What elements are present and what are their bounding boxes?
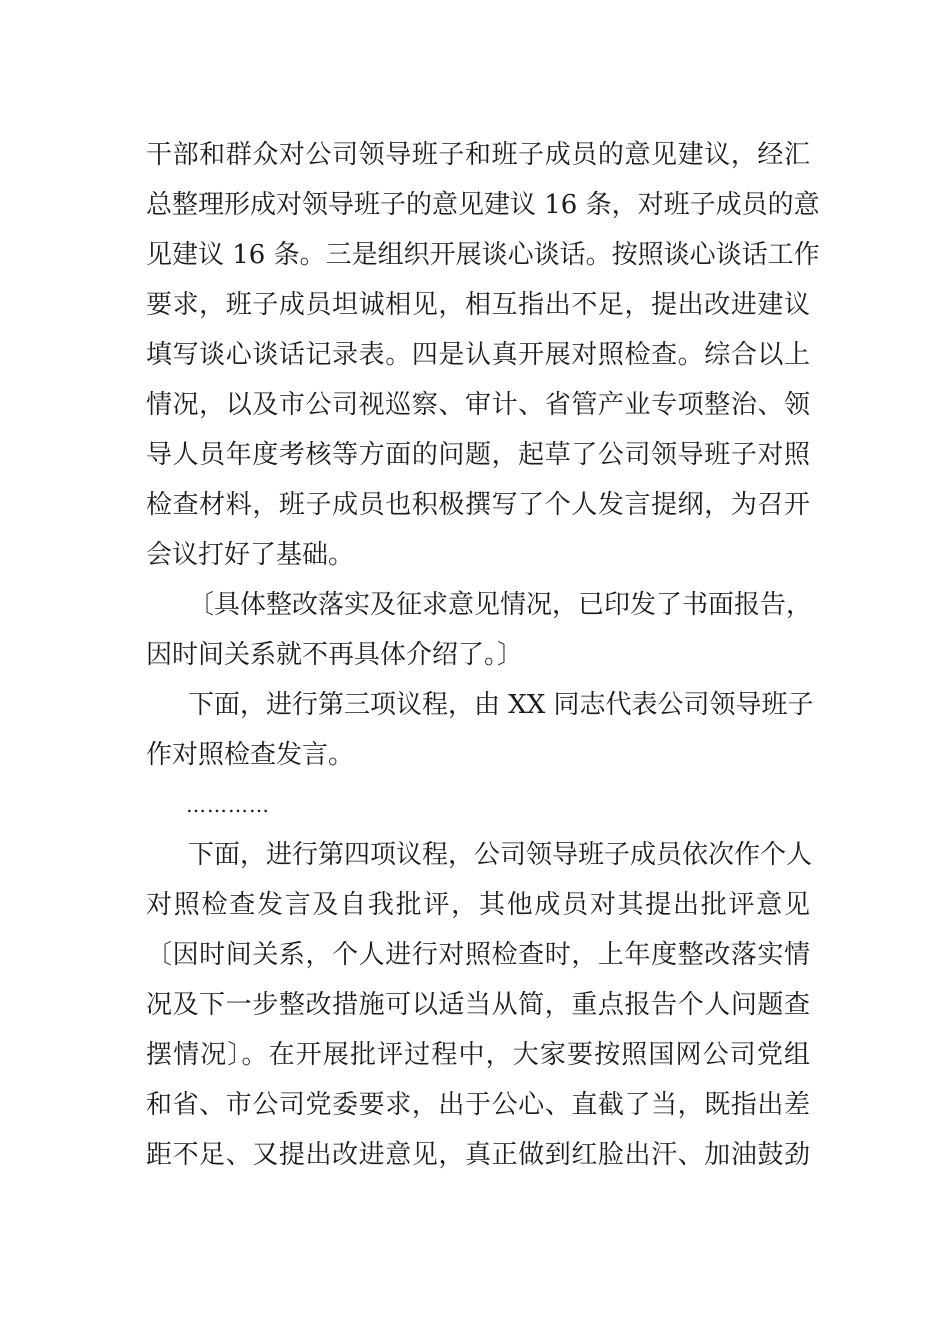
text-line: 总整理形成对领导班子的意见建议 16 条，对班子成员的意 <box>146 190 820 220</box>
text-line: 填写谈心谈话记录表。四是认真开展对照检查。综合以上 <box>146 340 810 370</box>
text-line: 见建议 16 条。三是组织开展谈心谈话。按照谈心谈话工作 <box>146 240 820 270</box>
text-line: 情况，以及市公司视巡察、审计、省管产业专项整治、领 <box>146 390 810 420</box>
text-line: 检查材料，班子成员也积极撰写了个人发言提纲，为召开 <box>146 490 810 520</box>
text-line: 〔具体整改落实及征求意见情况，已印发了书面报告， <box>188 590 813 620</box>
text-line: 况及下一步整改措施可以适当从简，重点报告个人问题查 <box>146 990 810 1020</box>
text-line: 下面，进行第三项议程，由 XX 同志代表公司领导班子 <box>188 690 814 720</box>
text-line: 摆情况〕。在开展批评过程中，大家要按照国网公司党组 <box>146 1040 810 1070</box>
text-line: 要求，班子成员坦诚相见，相互指出不足，提出改进建议 <box>146 290 810 320</box>
text-line: 距不足、又提出改进意见，真正做到红脸出汗、加油鼓劲 <box>146 1140 810 1170</box>
text-line: 和省、市公司党委要求，出于公心、直截了当，既指出差 <box>146 1090 810 1120</box>
text-line: 导人员年度考核等方面的问题，起草了公司领导班子对照 <box>146 440 810 470</box>
ellipsis: ………… <box>186 793 270 817</box>
text-line: 会议打好了基础。 <box>146 540 355 570</box>
text-line: 〔因时间关系，个人进行对照检查时，上年度整改落实情 <box>146 940 810 970</box>
text-line: 对照检查发言及自我批评，其他成员对其提出批评意见 <box>146 890 810 920</box>
text-line: 干部和群众对公司领导班子和班子成员的意见建议，经汇 <box>146 140 810 170</box>
text-line: 因时间关系就不再具体介绍了。〕 <box>146 640 524 670</box>
text-line: 下面，进行第四项议程，公司领导班子成员依次作个人 <box>188 840 813 870</box>
text-line: 作对照检查发言。 <box>146 740 355 770</box>
